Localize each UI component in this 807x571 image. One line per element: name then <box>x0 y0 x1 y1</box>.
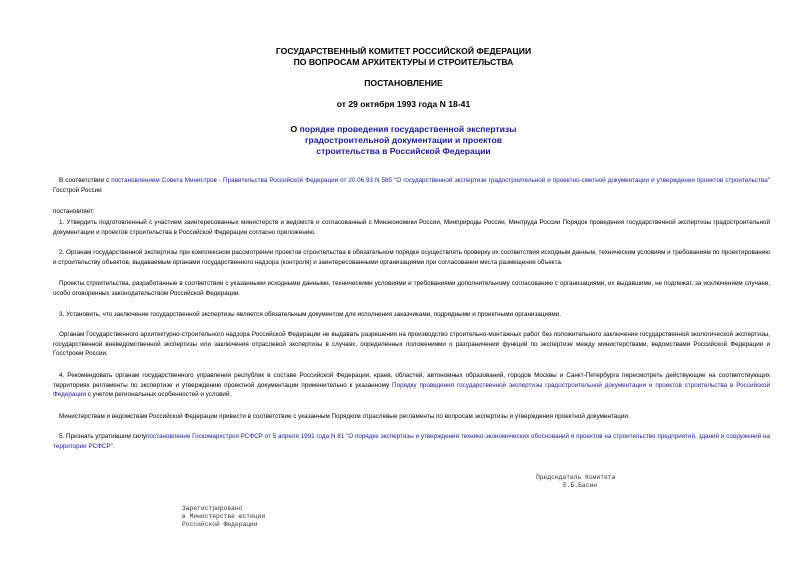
paragraph-item-4 <box>53 371 770 400</box>
doc-title-line1 <box>0 124 807 135</box>
item-5-tail: . <box>112 442 115 450</box>
procedure-link[interactable]: Порядку проведения государственной экспертизы градостроительной документации и проектов строительства в Российской Федерации <box>53 381 770 399</box>
item-5-text: 5. Признать утратившим силу <box>59 433 147 440</box>
org-name-line1: ГОСУДАРСТВЕННЫЙ КОМИТЕТ РОССИЙСКОЙ ФЕДЕРАЦИИ <box>275 46 532 56</box>
doc-title-link-2[interactable]: градостроительной документации и проектов <box>304 135 503 145</box>
doc-title-prefix: О <box>290 124 300 134</box>
item-4-tail: с учетом региональных особенностей и условий. <box>85 391 232 399</box>
preamble-tail: Госстрой России <box>53 186 102 194</box>
doc-title-link-1[interactable]: порядке проведения государственной экспертизы <box>299 124 517 134</box>
doc-date: от 29 октября 1993 года N 18-41 <box>336 99 471 109</box>
item-4-text: 4. Рекомендовать органам государственного управления республик в составе Российской Федерации, краев, областей, автономных образований, городов Москвы и Санкт-Петербурга пересмотреть действующие на соответствующих территориях регламенты по экспертизе и утверждению проектной документации применительно к указанному <box>53 372 770 389</box>
doc-type: ПОСТАНОВЛЕНИЕ <box>364 78 443 88</box>
doc-title-line3 <box>0 146 807 157</box>
signature-name: Е.Б.Басин <box>563 482 598 489</box>
paragraph-item-5 <box>53 432 770 451</box>
doc-title-line2 <box>0 135 807 146</box>
paragraph-item-2: 2. Органам государственной экспертизы при комплексном рассмотрении проектов строительства в обязательном порядке осуществлять проверку их соответствия исходным данным, техническим условиям и требованиям по проектированию и строительству объектов, выдаваемым органами государственного надзора (контроля) и заинтересованными организациями при согласовании места размещения объекта. <box>53 249 770 266</box>
paragraph-item-4-note: Министерствам и ведомствам Российской Федерации привести в соответствие с указанным Порядком отраслевые регламенты по вопросам экспертизы и утверждения проектной документации. <box>59 413 630 420</box>
paragraph-item-3: 3. Установить, что заключение государственной экспертизы является обязательным документом для исполнения заказчиками, подрядными и проектными организациями. <box>59 311 561 318</box>
paragraph-item-2-note: Проекты строительства, разработанные в соответствии с указанными исходными данными, техническими условиями и требованиями дополнительному согласованию с организациями, их выдавшими, не подлежат, за исключением случаев, особо оговоренных законодательством Российской Федерации. <box>53 280 770 297</box>
org-name-line2: ПО ВОПРОСАМ АРХИТЕКТУРЫ И СТРОИТЕЛЬСТВА <box>293 57 514 67</box>
repealed-decree-link[interactable]: постановление Госкомархстроя РСФСР от 5 апреля 1991 года N 81 "О порядке экспертизы и утверждения технико-экономических обоснований и проектов на строительство предприятий, зданий и сооружений на территории РСФСР" <box>53 433 770 450</box>
registration-line3: Российской Федерации <box>182 521 258 528</box>
government-decree-link[interactable]: постановлением Совета Министров - Правительства Российской Федерации от 20.06.93 N 585 "О государственной экспертизе градостроительной и проектно-сметной документации и утверждении проектов строительства" <box>111 177 770 184</box>
paragraph-item-3-note: Органам Государственного архитектурно-строительного надзора Российской Федерации не выдавать разрешения на производство строительно-монтажных работ без положительного заключения государственной экологической экспертизы, государственной вневедомственной экспертизы или заключения отраслевой экспертизы в случаях, определенных положениями о разграничении функций по экспертизе между министерствами, ведомствами Российской Федерации и Госстроем России. <box>53 331 770 358</box>
signature-role: Председатель Комитета <box>536 474 616 481</box>
registration-line1: Зарегистрировано <box>182 505 243 512</box>
registration-line2: в Министерстве юстиции <box>182 513 266 520</box>
paragraph-resolves: постановляет: <box>53 208 95 215</box>
paragraph-item-1: 1. Утвердить подготовленный с участием заинтересованных министерств и ведомств и согласованный с Минэкономики России, Минприроды России, Минтруда России Порядок проведения государственной экспертизы градостроительной документации и проектов строительства в Российской Федерации согласно приложению. <box>53 219 770 236</box>
doc-title-link-3[interactable]: строительства в Российской Федерации <box>316 146 491 156</box>
preamble-text: В соответствии с <box>59 177 112 184</box>
paragraph-preamble <box>53 176 770 195</box>
